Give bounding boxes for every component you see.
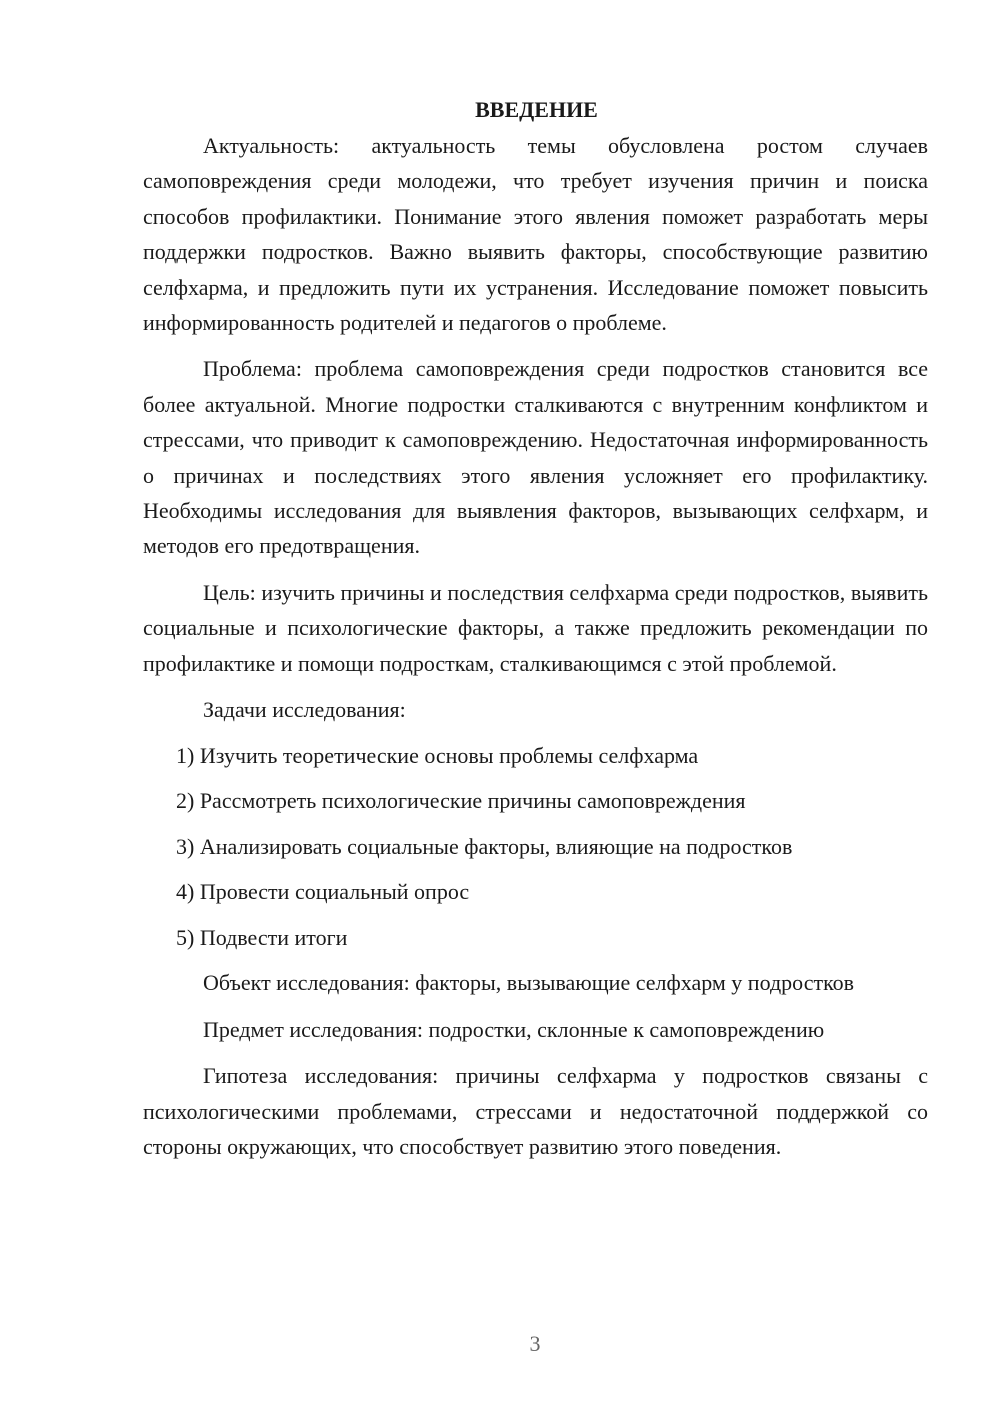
tasks-heading: Задачи исследования: [203,697,406,723]
task-item: 1) Изучить теоретические основы проблемы селфхарма [176,742,699,768]
page-number: 3 [529,1331,541,1356]
tasks-list [143,738,928,956]
task-item: 3) Анализировать социальные факторы, влияющие на подростков [176,833,793,859]
problem-paragraph: Проблема: проблема самоповреждения среди подростков становится все более актуальной. Многие подростки сталкиваются с внутренним конфликтом и стрессами, что приводит к самоповреждению. Недостаточная информированность о причинах и последствиях этого явления усложняет его профилактику. Необходимы исследования для выявления факторов, вызывающих селфхарм, и методов его предотвращения. [143,356,928,559]
document-page [143,92,928,1176]
task-item: 4) Провести социальный опрос [176,879,470,905]
subject-paragraph: Предмет исследования: подростки, склонные к самоповреждению [203,1016,825,1042]
hypothesis-paragraph: Гипотеза исследования: причины селфхарма у подростков связаны с психологическими проблемами, стрессами и недостаточной поддержкой со стороны окружающих, что способствует развитию этого поведения. [143,1063,928,1160]
document-title: ВВЕДЕНИЕ [475,97,598,122]
goal-paragraph: Цель: изучить причины и последствия селфхарма среди подростков, выявить социальные и психологические факторы, а также предложить рекомендации по профилактике и помощи подросткам, сталкивающимся с этой проблемой. [143,579,928,676]
task-item: 2) Рассмотреть психологические причины самоповреждения [176,788,746,814]
relevance-paragraph: Актуальность: актуальность темы обусловлена ростом случаев самоповреждения среди молодежи, что требует изучения причин и поиска способов профилактики. Понимание этого явления поможет разработать меры поддержки подростков. Важно выявить факторы, способствующие развитию селфхарма, и предложить пути их устранения. Исследование поможет повысить информированность родителей и педагогов о проблеме. [143,133,928,336]
object-paragraph: Объект исследования: факторы, вызывающие селфхарм у подростков [203,970,855,996]
task-item: 5) Подвести итоги [176,924,348,950]
